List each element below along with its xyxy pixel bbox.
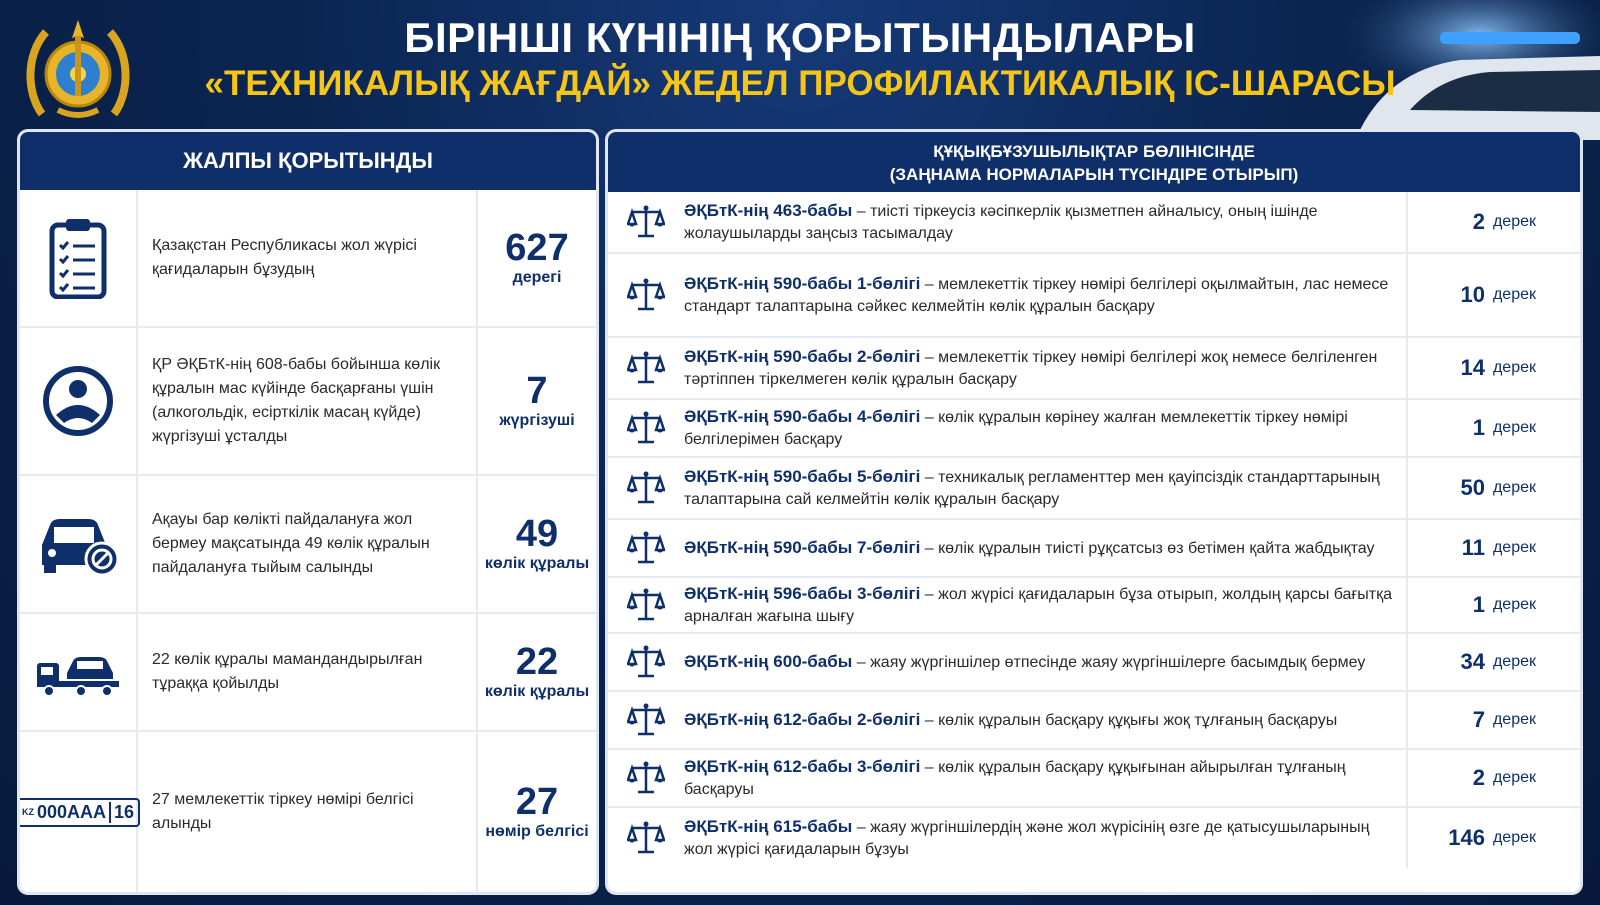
violation-text [684,578,1408,632]
violations-panel [608,132,1580,892]
violation-count-number: 1 [1472,415,1485,440]
violation-description: – көлік құралын көрінеу жалған мемлекеттік тіркеу нөмірі белгілерімен басқару [684,408,1348,448]
violation-row [608,458,1580,520]
violation-count [1408,520,1580,576]
scales-of-justice-icon [608,520,684,576]
violation-article: ӘҚБтК-нің 590-бабы 4-бөлігі [684,406,921,426]
violation-count [1408,634,1580,690]
violation-description: – көлік құралын басқару құқығы жоқ тұлғаның басқаруы [920,711,1338,729]
scales-of-justice-icon [608,192,684,252]
violation-count-number: 1 [1472,592,1485,617]
scales-of-justice-icon [608,634,684,690]
violation-row [608,750,1580,808]
violation-text [684,400,1408,456]
summary-unit: көлік құралы [484,683,590,700]
summary-value [478,614,596,730]
violation-row [608,192,1580,254]
violation-count-unit: дерек [1492,359,1536,376]
summary-number: 627 [505,227,569,269]
violation-article: ӘҚБтК-нің 463-бабы [684,200,853,220]
violation-description: – мемлекеттік тіркеу нөмірі белгілері жоқ немесе белгіленген тәртіппен тіркелмеген көлік құралын басқару [684,348,1378,388]
scales-of-justice-icon [608,400,684,456]
summary-text: 22 көлік құралы мамандандырылған тұраққа қойылды [138,614,478,730]
violations-title-line1: ҚҰҚЫҚБҰЗУШЫЛЫҚТАР БӨЛІНІСІНДЕ [933,142,1255,161]
violation-text [684,254,1408,336]
violation-count-unit: дерек [1492,653,1536,670]
summary-unit: нөмір белгісі [485,823,589,840]
summary-number: 49 [515,513,559,555]
scales-of-justice-icon [608,458,684,518]
summary-value [478,476,596,612]
violation-description: – жол жүрісі қағидаларын бұза отырып, жолдың қарсы бағытқа арналған жағына шығу [684,585,1393,625]
violation-row [608,338,1580,400]
violation-row [608,808,1580,868]
violation-article: ӘҚБтК-нің 590-бабы 5-бөлігі [684,466,921,486]
violation-text [684,520,1408,576]
summary-row [20,614,596,732]
summary-row [20,190,596,328]
violation-count [1408,254,1580,336]
summary-row [20,732,596,892]
violation-article: ӘҚБтК-нің 600-бабы [684,651,853,671]
car-prohibited-icon [20,476,138,612]
violations-title-line2: (ЗАҢНАМА НОРМАЛАРЫН ТҮСІНДІРЕ ОТЫРЫП) [889,165,1299,184]
violation-count-number: 2 [1472,209,1485,234]
violation-count-unit: дерек [1492,539,1536,556]
violation-count-unit: дерек [1492,479,1536,496]
violation-count-number: 146 [1448,825,1485,850]
violation-row [608,254,1580,338]
summary-row [20,476,596,614]
violation-count-number: 14 [1460,355,1485,380]
scales-of-justice-icon [608,750,684,806]
violation-description: – тиісті тіркеусіз кәсіпкерлік қызметпен айналысу, оның ішінде жолаушыларды заңсыз тасымалдау [684,202,1318,242]
violation-count-unit: дерек [1492,213,1536,230]
summary-row [20,328,596,476]
violation-count-number: 10 [1460,282,1485,307]
summary-text: Ақауы бар көлікті пайдалануға жол бермеу мақсатында 49 көлік құралын пайдалануға тыйым салынды [138,476,478,612]
summary-number: 7 [526,370,548,412]
summary-panel-title: ЖАЛПЫ ҚОРЫТЫНДЫ [20,132,596,190]
violation-article: ӘҚБтК-нің 612-бабы 3-бөлігі [684,756,921,776]
violation-count-number: 2 [1472,765,1485,790]
violation-count [1408,400,1580,456]
summary-unit: дерегі [512,269,562,286]
violation-article: ӘҚБтК-нің 590-бабы 1-бөлігі [684,273,921,293]
scales-of-justice-icon [608,808,684,868]
violation-count-unit: дерек [1492,419,1536,436]
violation-count [1408,692,1580,748]
violation-article: ӘҚБтК-нің 596-бабы 3-бөлігі [684,583,921,603]
scales-of-justice-icon [608,692,684,748]
violation-text [684,808,1408,868]
summary-text: ҚР ӘҚБтК-нің 608-бабы бойынша көлік құралын мас күйінде басқарғаны үшін (алкогольдік, есірткілік масаң күйде) жүргізуші ұсталды [138,328,478,474]
violation-row [608,400,1580,458]
violation-description: – көлік құралын басқару құқығынан айырылған тұлғаның басқаруы [684,758,1346,798]
violation-description: – техникалық регламенттер мен қауіпсіздік стандарттарының талаптарына сай келмейтін көлік құралын басқару [684,468,1380,508]
tow-truck-icon [20,614,138,730]
violation-article: ӘҚБтК-нің 615-бабы [684,816,853,836]
violation-count-unit: дерек [1492,286,1536,303]
violation-text [684,192,1408,252]
violation-count-number: 34 [1460,649,1485,674]
violation-count [1408,750,1580,806]
violations-panel-title [608,132,1580,192]
violation-text [684,750,1408,806]
violation-count-unit: дерек [1492,596,1536,613]
violation-text [684,692,1408,748]
violation-count [1408,808,1580,868]
summary-text: 27 мемлекеттік тіркеу нөмірі белгісі алынды [138,732,478,892]
clipboard-checklist-icon [20,190,138,326]
summary-unit: көлік құралы [484,555,590,572]
page-subtitle: «ТЕХНИКАЛЫҚ ЖАҒДАЙ» ЖЕДЕЛ ПРОФИЛАКТИКАЛЫҚ ІС-ШАРАСЫ [204,64,1396,103]
page-title: БІРІНШІ КҮНІНІҢ ҚОРЫТЫНДЫЛАРЫ [404,14,1196,61]
violation-count [1408,338,1580,398]
violation-text [684,634,1408,690]
violation-article: ӘҚБтК-нің 590-бабы 2-бөлігі [684,346,921,366]
driver-steering-wheel-icon [20,328,138,474]
plate-number: 000AAA [36,801,106,822]
violation-count-unit: дерек [1492,829,1536,846]
scales-of-justice-icon [608,338,684,398]
license-plate-icon [20,732,138,892]
violation-text [684,458,1408,518]
scales-of-justice-icon [608,254,684,336]
violation-article: ӘҚБтК-нің 612-бабы 2-бөлігі [684,709,921,729]
violation-description: – жаяу жүргіншілер өтпесінде жаяу жүргіншілерге басымдық бермеу [852,653,1366,671]
violation-description: – жаяу жүргіншілердің және жол жүрісінің өзге де қатысушыларының жол жүрісі қағидаларын бұзуы [684,818,1370,858]
violation-count-number: 11 [1461,535,1485,560]
violation-count [1408,192,1580,252]
scales-of-justice-icon [608,578,684,632]
violation-text [684,338,1408,398]
violation-row [608,692,1580,750]
plate-region: 16 [109,802,134,823]
violation-article: ӘҚБтК-нің 590-бабы 7-бөлігі [684,537,921,557]
violation-count-unit: дерек [1492,711,1536,728]
violation-row [608,634,1580,692]
violation-description: – мемлекеттік тіркеу нөмірі белгілері оқылмайтын, лас немесе стандарт талаптарына сәйкес келмейтін көлік құралын басқару [684,275,1389,315]
summary-value [478,328,596,474]
summary-panel [20,132,596,892]
violations-list [608,192,1580,868]
violation-count [1408,458,1580,518]
violation-count-unit: дерек [1492,769,1536,786]
summary-value [478,190,596,326]
violation-count-number: 7 [1472,707,1485,732]
violation-row [608,578,1580,634]
violation-count-number: 50 [1460,475,1485,500]
summary-number: 27 [515,781,559,823]
summary-value [478,732,596,892]
summary-unit: жүргізуші [499,412,575,429]
summary-number: 22 [515,641,559,683]
summary-text: Қазақстан Республикасы жол жүрісі қағидаларын бұзудың [138,190,478,326]
violation-row [608,520,1580,578]
plate-country: KZ [21,807,34,817]
violation-count [1408,578,1580,632]
violation-description: – көлік құралын тиісті рұқсатсыз өз бетімен қайта жабдықтау [920,539,1375,557]
